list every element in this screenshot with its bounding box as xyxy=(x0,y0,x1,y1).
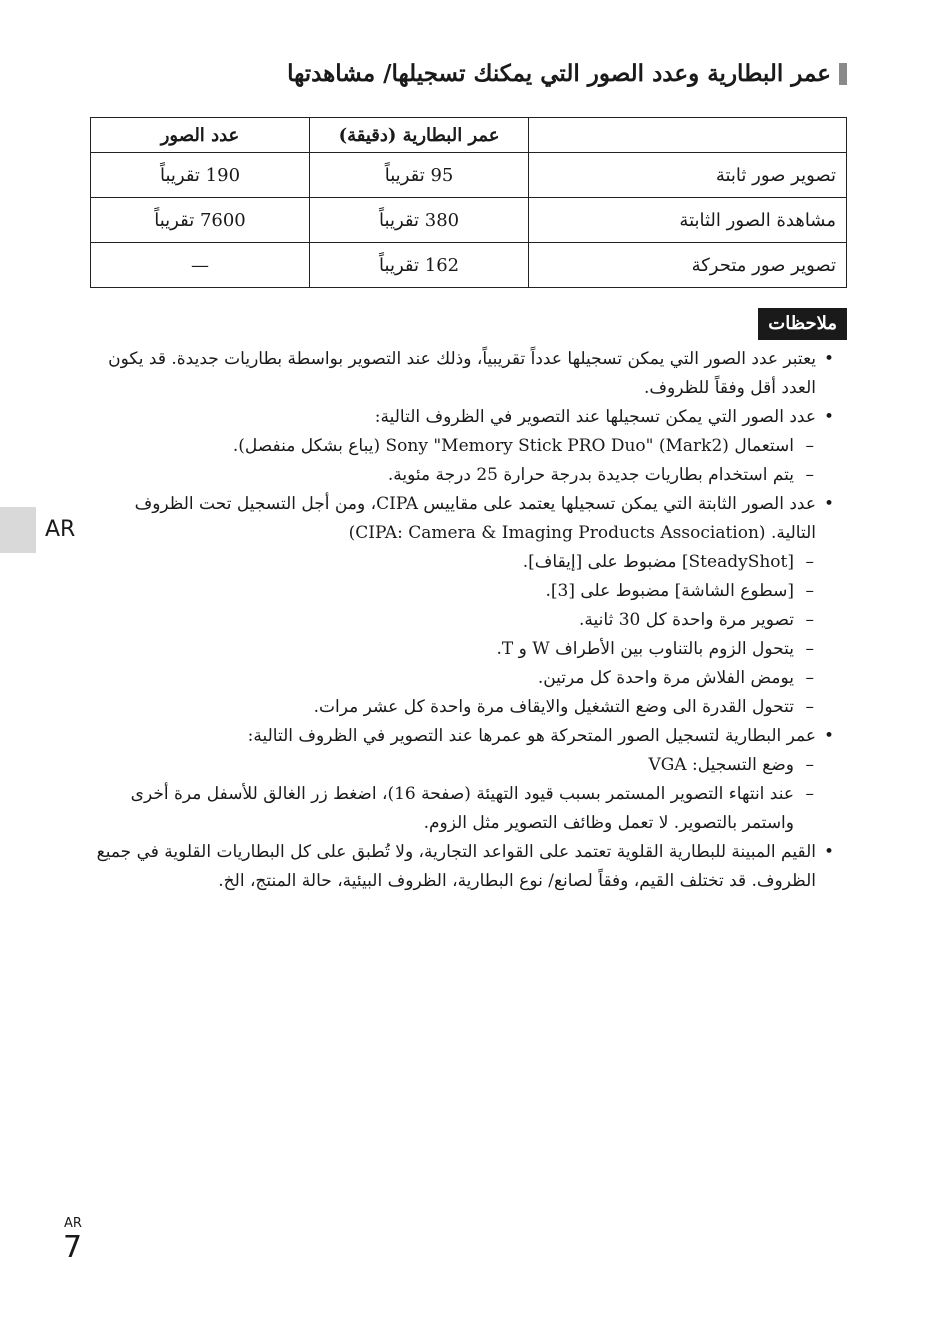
title-marker-icon xyxy=(839,63,847,85)
table-row xyxy=(91,153,847,198)
note-dash-item: – عند انتهاء التصوير المستمر بسبب قيود التهيئة (صفحة 16)، اضغط زر الغالق للأسفل مرة أخرى واستمر بالتصوير. لا تعمل وظائف التصوير مثل الزوم. xyxy=(92,780,832,838)
language-tab xyxy=(0,507,36,553)
note-bullet-item: • عمر البطارية لتسجيل الصور المتحركة هو عمرها عند التصوير في الظروف التالية: xyxy=(92,722,832,751)
note-dash-item: – وضع التسجيل: VGA xyxy=(92,751,832,780)
note-dash-item: – تصوير مرة واحدة كل 30 ثانية. xyxy=(92,606,832,635)
table-row xyxy=(91,198,847,243)
battery-value: 95 تقريباً xyxy=(310,153,529,198)
row-label: مشاهدة الصور الثابتة xyxy=(529,198,847,243)
note-dash-item: – [سطوع الشاشة] مضبوط على [3]. xyxy=(92,577,832,606)
table-header-cell: عدد الصور xyxy=(91,118,310,153)
page-title xyxy=(87,58,847,90)
note-bullet-item: • القيم المبينة للبطارية القلوية تعتمد على القواعد التجارية، ولا تُطبق على كل البطاريات القلوية في جميع الظروف. قد تختلف القيم، وفقاً لصانع/ نوع البطارية، الظروف البيئية، حالة المنتج، الخ. xyxy=(92,838,832,896)
note-bullet-item: • يعتبر عدد الصور التي يمكن تسجيلها عدداً تقريبياً، وذلك عند التصوير بواسطة بطاريات جديدة. قد يكون العدد أقل وفقاً للظروف. xyxy=(92,345,832,403)
table-header-cell xyxy=(529,118,847,153)
page-number: 7 xyxy=(63,1230,83,1265)
table-header-cell: عمر البطارية (دقيقة) xyxy=(310,118,529,153)
note-bullet-item: • عدد الصور التي يمكن تسجيلها عند التصوير في الظروف التالية: xyxy=(92,403,832,432)
images-value: 190 تقريباً xyxy=(91,153,310,198)
note-dash-item: – يومض الفلاش مرة واحدة كل مرتين. xyxy=(92,664,832,693)
note-dash-item: – تتحول القدرة الى وضع التشغيل والايقاف مرة واحدة كل عشر مرات. xyxy=(92,693,832,722)
battery-value: 380 تقريباً xyxy=(310,198,529,243)
note-dash-item: – يتم استخدام بطاريات جديدة بدرجة حرارة 25 درجة مئوية. xyxy=(92,461,832,490)
battery-value: 162 تقريباً xyxy=(310,243,529,288)
note-dash-item: – يتحول الزوم بالتناوب بين الأطراف W و T. xyxy=(92,635,832,664)
row-label: تصوير صور متحركة xyxy=(529,243,847,288)
note-dash-item: – [SteadyShot] مضبوط على [إيقاف]. xyxy=(92,548,832,577)
footer-language: AR xyxy=(64,1216,82,1231)
note-dash-item: – استعمال Sony "Memory Stick PRO Duo" (Mark2) (يباع بشكل منفصل). xyxy=(92,432,832,461)
table-header-row xyxy=(91,118,847,153)
notes-list xyxy=(92,345,832,896)
battery-table xyxy=(90,117,847,288)
language-tab-label: AR xyxy=(45,517,76,542)
table-row xyxy=(91,243,847,288)
notes-heading: ملاحظات xyxy=(758,308,847,340)
row-label: تصوير صور ثابتة xyxy=(529,153,847,198)
page-title-text: عمر البطارية وعدد الصور التي يمكنك تسجيلها/ مشاهدتها xyxy=(287,60,831,87)
images-value: — xyxy=(91,243,310,288)
images-value: 7600 تقريباً xyxy=(91,198,310,243)
note-bullet-item: • عدد الصور الثابتة التي يمكن تسجيلها يعتمد على مقاييس CIPA، ومن أجل التسجيل تحت الظروف التالية. (CIPA: Camera & Imaging Products Association) xyxy=(92,490,832,548)
